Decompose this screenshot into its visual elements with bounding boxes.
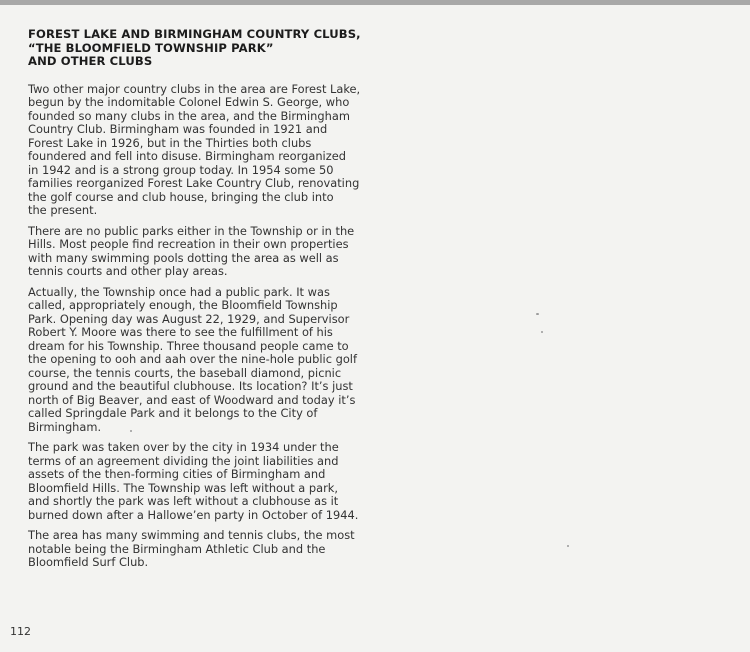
text-line: and shortly the park was left without a clubhouse as it [28, 494, 339, 509]
paper-speck [536, 313, 539, 315]
text-line: Two other major country clubs in the area are Forest Lake, [28, 81, 361, 96]
text-line: founded so many clubs in the area, and the Birmingham [28, 108, 350, 123]
text-line: ground and the beautiful clubhouse. Its location? It’s just [28, 379, 353, 394]
text-line: The area has many swimming and tennis clubs, the most [28, 528, 355, 543]
text-line: called, appropriately enough, the Bloomfield Township [28, 298, 338, 313]
top-edge-rule [0, 0, 750, 5]
paragraph-no-public-parks [28, 225, 366, 279]
text-line: Bloomfield Hills. The Township was left without a park, [28, 480, 339, 495]
heading-line: “THE BLOOMFIELD TOWNSHIP PARK” [28, 40, 274, 55]
paper-speck [130, 430, 132, 432]
heading-line: FOREST LAKE AND BIRMINGHAM COUNTRY CLUBS, [28, 27, 361, 41]
paragraph-country-clubs [28, 83, 366, 218]
text-line: tennis courts and other play areas. [28, 264, 228, 279]
heading-line: AND OTHER CLUBS [28, 54, 153, 69]
article-column [28, 28, 366, 577]
page-number: 112 [10, 625, 31, 638]
text-line: Forest Lake in 1926, but in the Thirties both clubs [28, 135, 312, 150]
text-line: Actually, the Township once had a public park. It was [28, 284, 330, 299]
text-line: north of Big Beaver, and east of Woodward and today it’s [28, 392, 356, 407]
paper-speck [567, 545, 569, 547]
text-line: foundered and fell into disuse. Birmingham reorganized [28, 149, 346, 164]
text-line: Birmingham. [28, 419, 102, 434]
text-line: burned down after a Hallowe’en party in October of 1944. [28, 507, 359, 522]
text-line: terms of an agreement dividing the joint liabilities and [28, 453, 339, 468]
text-line: with many swimming pools dotting the area as well as [28, 250, 339, 265]
text-line: Hills. Most people find recreation in their own properties [28, 237, 349, 252]
text-line: Park. Opening day was August 22, 1929, and Supervisor [28, 311, 350, 326]
paper-speck [541, 331, 543, 333]
text-line: begun by the indomitable Colonel Edwin S. George, who [28, 95, 350, 110]
text-line: course, the tennis courts, the baseball diamond, picnic [28, 365, 342, 380]
text-line: There are no public parks either in the Township or in the [28, 223, 355, 238]
paragraph-township-park [28, 286, 366, 435]
paragraph-park-takeover [28, 441, 366, 522]
text-line: families reorganized Forest Lake Country Club, renovating [28, 176, 360, 191]
text-line: Robert Y. Moore was there to see the fulfillment of his [28, 325, 333, 340]
text-line: The park was taken over by the city in 1934 under the [28, 440, 339, 455]
text-line: assets of the then-forming cities of Birmingham and [28, 467, 326, 482]
text-line: the golf course and club house, bringing the club into [28, 189, 334, 204]
text-line: Country Club. Birmingham was founded in 1921 and [28, 122, 328, 137]
text-line: the present. [28, 203, 98, 218]
text-line: notable being the Birmingham Athletic Club and the [28, 541, 326, 556]
text-line: called Springdale Park and it belongs to the City of [28, 406, 318, 421]
article-heading [28, 28, 366, 69]
paragraph-other-clubs [28, 529, 366, 570]
text-line: the opening to ooh and aah over the nine-hole public golf [28, 352, 357, 367]
text-line: in 1942 and is a strong group today. In 1954 some 50 [28, 162, 334, 177]
text-line: dream for his Township. Three thousand people came to [28, 338, 349, 353]
text-line: Bloomfield Surf Club. [28, 555, 149, 570]
